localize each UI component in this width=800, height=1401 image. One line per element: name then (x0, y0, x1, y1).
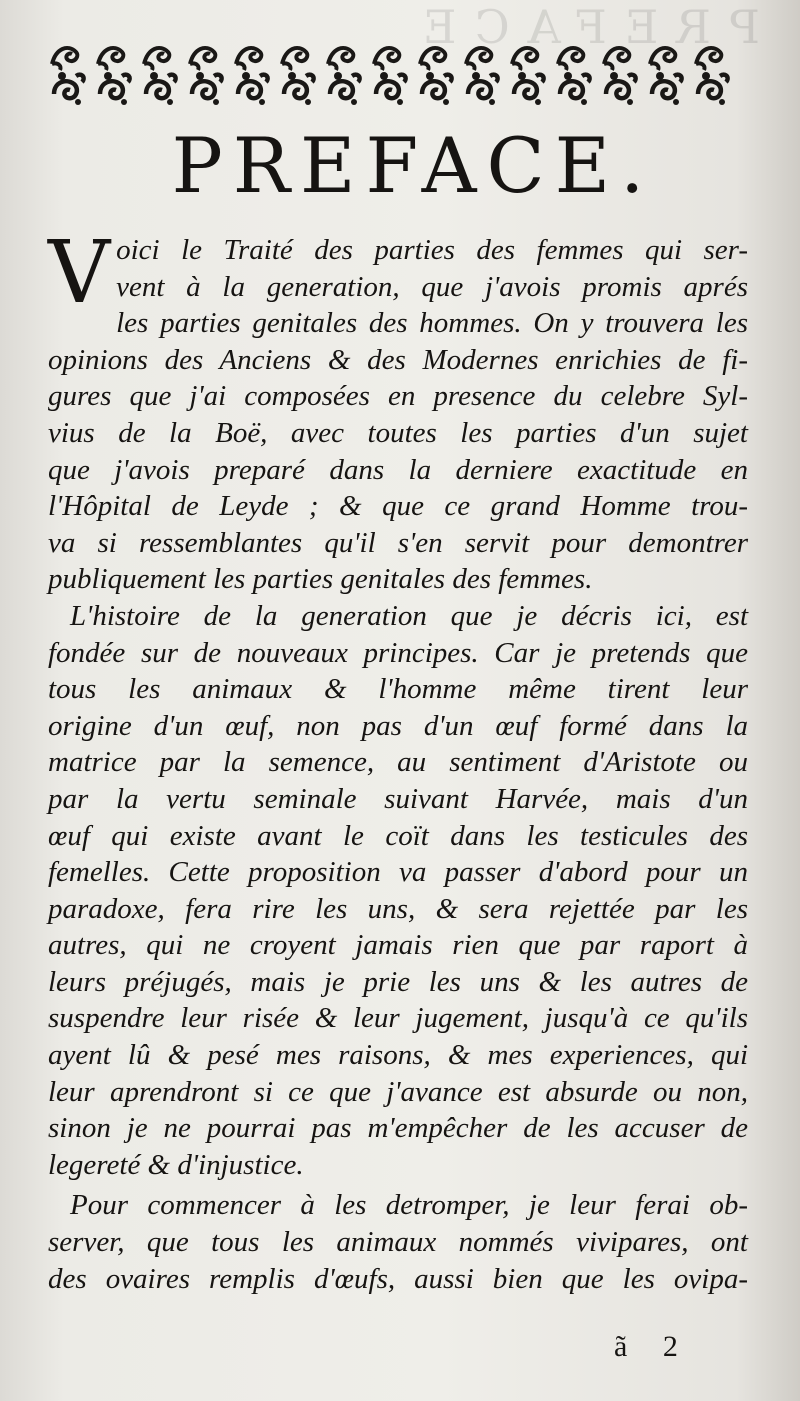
text-line: gures que j'ai composées en presence du celebre Syl- (48, 380, 748, 413)
text-line: L'histoire de la generation que je décris ici, est (70, 599, 748, 632)
text-line: Pour commencer à les detromper, je leur ferai ob- (70, 1189, 748, 1222)
text-line: par la vertu seminale suivant Harvée, mais d'un (48, 782, 748, 815)
text-line: publiquement les parties genitales des femmes. (48, 563, 593, 596)
text-line: fondée sur de nouveaux principes. Car je pretends que (48, 636, 748, 669)
text-line: server, que tous les animaux nommés vivipares, ont (48, 1226, 748, 1259)
text-line: origine d'un œuf, non pas d'un œuf formé dans la (48, 709, 748, 742)
page-title: PREFACE. (171, 121, 655, 210)
fleuron-icon (190, 48, 222, 105)
paragraph-1 (48, 223, 748, 598)
text-line: leur aprendront si ce que j'avance est absurde ou non, (48, 1075, 748, 1108)
text-line: suspendre leur risée & leur jugement, jusqu'à ce qu'ils (48, 1002, 748, 1035)
fleuron-icon (374, 48, 406, 105)
fleuron-icon (282, 48, 314, 105)
fleuron-icon (52, 48, 84, 105)
text-line: opinions des Anciens & des Modernes enrichies de fi- (48, 343, 748, 376)
text-line: vius de la Boë, avec toutes les parties d'un sujet (48, 416, 748, 449)
fleuron-icon (328, 48, 360, 105)
text-line: que j'avois preparé dans la derniere exactitude en (48, 453, 748, 486)
text-line: sinon je ne pourrai pas m'empêcher de les accuser de (48, 1112, 748, 1145)
fleuron-icon (466, 48, 498, 105)
fleuron-icon (696, 48, 728, 105)
text-line: œuf qui existe avant le coït dans les testicules des (48, 819, 748, 852)
fleuron-icon (512, 48, 544, 105)
text-line: ayent lû & pesé mes raisons, & mes experiences, qui (48, 1039, 748, 1072)
body-text (48, 223, 748, 1297)
text-line: des ovaires remplis d'œufs, aussi bien que les ovipa- (48, 1262, 748, 1295)
text-line: paradoxe, fera rire les uns, & sera rejettée par les (48, 892, 748, 925)
fleuron-ornament-band (48, 42, 738, 110)
paragraph-3 (48, 1187, 748, 1297)
catchword-signature: ã 2 (614, 1330, 692, 1363)
text-line: femelles. Cette proposition va passer d'abord pour un (48, 856, 748, 889)
fleuron-icon (650, 48, 682, 105)
text-line: leurs préjugés, mais je prie les uns & les autres de (48, 965, 748, 998)
fleuron-icon (604, 48, 636, 105)
text-line: vent à la generation, que j'avois promis aprés (116, 270, 748, 303)
fleuron-icon (558, 48, 590, 105)
text-line: tous les animaux & l'homme même tirent leur (48, 673, 748, 706)
text-line: autres, qui ne croyent jamais rien que par raport à (48, 929, 748, 962)
text-line: legereté & d'injustice. (48, 1148, 304, 1181)
text-line: les parties genitales des hommes. On y trouvera les (116, 307, 748, 340)
fleuron-icon (236, 48, 268, 105)
paragraph-2 (48, 598, 748, 1184)
fleuron-icon (144, 48, 176, 105)
fleuron-icon (420, 48, 452, 105)
text-line: va si ressemblantes qu'il s'en servit pour demontrer (48, 526, 748, 559)
fleuron-icon (98, 48, 130, 105)
drop-cap: V (48, 223, 111, 323)
text-line: l'Hôpital de Leyde ; & que ce grand Homme trou- (48, 490, 748, 523)
text-line: matrice par la semence, au sentiment d'Aristote ou (48, 746, 748, 779)
bleed-through-text: PREFACE (404, 0, 760, 54)
text-line: oici le Traité des parties des femmes qui ser- (116, 234, 748, 266)
